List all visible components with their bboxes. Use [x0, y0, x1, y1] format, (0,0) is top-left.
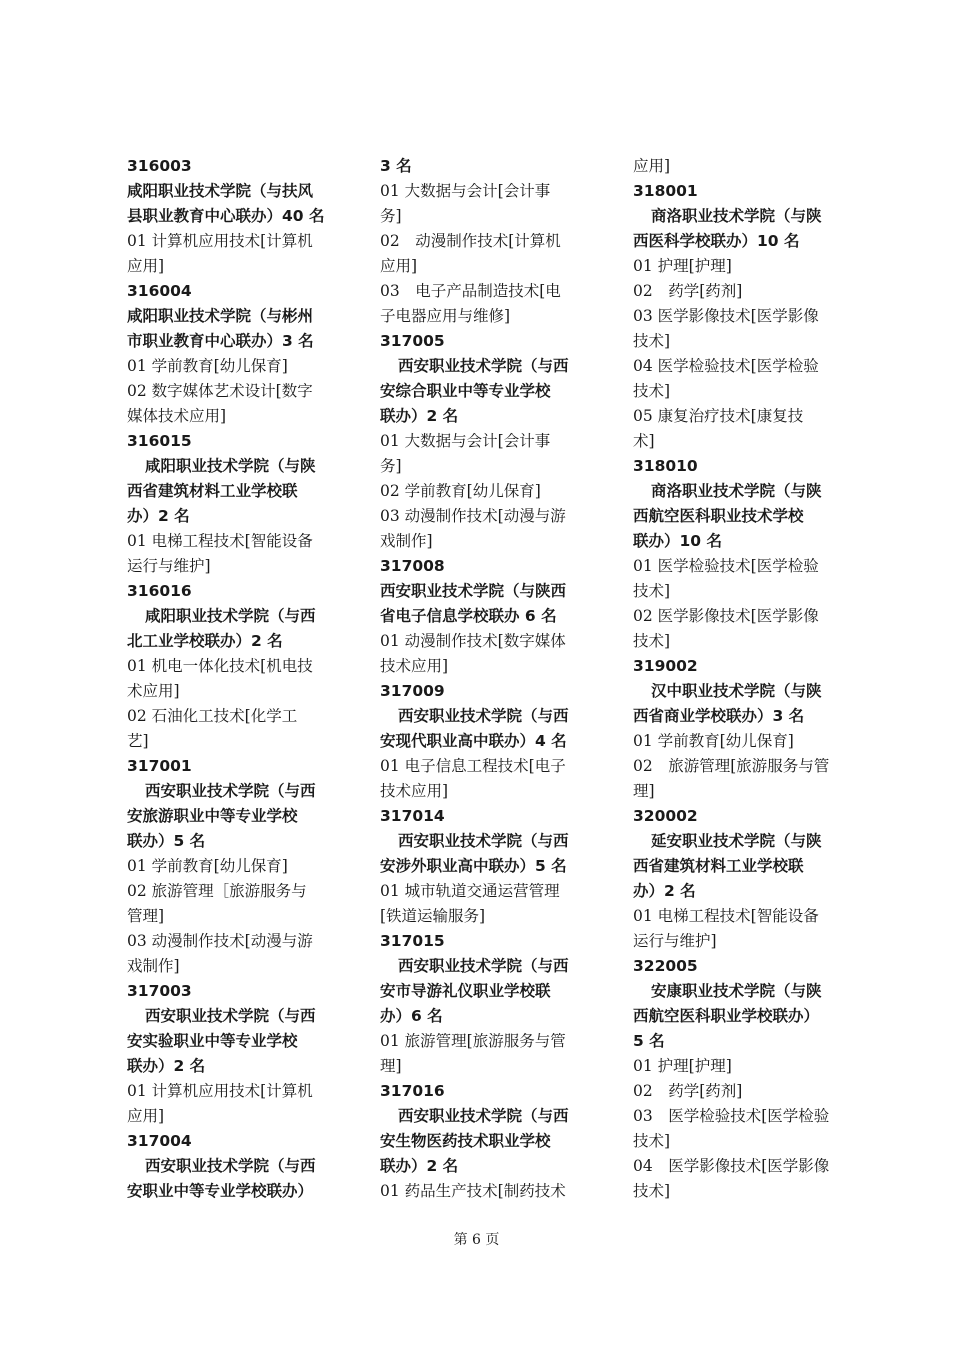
program-code: 319002: [633, 657, 698, 675]
school-name-line: 县职业教育中心联办）40 名: [127, 207, 325, 225]
school-name-line: 西航空医科职业技术学校: [633, 507, 804, 525]
major-line: 01 学前教育[幼儿保育]: [127, 857, 288, 875]
major-line: 应用]: [633, 157, 671, 175]
major-line: 02 医学影像技术[医学影像: [633, 607, 819, 625]
program-code: 317014: [380, 807, 445, 825]
major-line: 技术]: [633, 332, 671, 350]
school-name-line: 西安职业技术学院（与西: [398, 1107, 569, 1125]
major-line: 01 城市轨道交通运营管理: [380, 882, 560, 900]
page-label-suffix: 页: [485, 1232, 500, 1248]
school-name-line: 安生物医药技术职业学校: [380, 1132, 551, 1150]
major-line: 01 医学检验技术[医学检验: [633, 557, 819, 575]
major-line: 技术]: [633, 582, 671, 600]
school-name-line: 安涉外职业高中联办）5 名: [380, 857, 567, 875]
major-line: 运行与维护]: [127, 557, 211, 575]
major-line: 03 医学检验技术[医学检验: [633, 1107, 830, 1125]
major-line: 03 医学影像技术[医学影像: [633, 307, 819, 325]
school-name-line: 安康职业技术学院（与陕: [651, 982, 822, 1000]
program-code: 316015: [127, 432, 192, 450]
major-line: 02 石油化工技术[化学工: [127, 707, 298, 725]
program-code: 317009: [380, 682, 445, 700]
major-line: 艺]: [127, 732, 149, 750]
major-line: 应用]: [127, 1107, 165, 1125]
column-3: [633, 154, 845, 1204]
major-line: 01 大数据与会计[会计事: [380, 182, 551, 200]
school-name-line: 西省建筑材料工业学校联: [127, 482, 298, 500]
major-line: 术]: [633, 432, 655, 450]
major-line: 01 大数据与会计[会计事: [380, 432, 551, 450]
program-code: 317001: [127, 757, 192, 775]
program-code: 316016: [127, 582, 192, 600]
major-line: 技术]: [633, 1182, 671, 1200]
major-line: 01 计算机应用技术[计算机: [127, 1082, 313, 1100]
page-number: 6: [472, 1232, 481, 1248]
school-name-line: 安市导游礼仪职业学校联: [380, 982, 551, 1000]
school-name-line: 商洛职业技术学院（与陕: [651, 207, 822, 225]
major-line: 03 电子产品制造技术[电: [380, 282, 561, 300]
school-name-line: 市职业教育中心联办）3 名: [127, 332, 314, 350]
program-code: 317016: [380, 1082, 445, 1100]
column-1: [127, 154, 339, 1204]
school-name-line: 办）2 名: [633, 882, 696, 900]
major-line: 技术应用]: [380, 657, 449, 675]
major-line: 应用]: [127, 257, 165, 275]
school-name-line: 西省建筑材料工业学校联: [633, 857, 804, 875]
school-name-line: 西安职业技术学院（与西: [398, 707, 569, 725]
major-line: 01 学前教育[幼儿保育]: [127, 357, 288, 375]
school-name-line: 办）2 名: [127, 507, 190, 525]
major-line: 02 动漫制作技术[计算机: [380, 232, 561, 250]
major-line: 02 旅游管理［旅游服务与: [127, 882, 307, 900]
school-name-line: 延安职业技术学院（与陕: [651, 832, 822, 850]
major-line: 子电器应用与维修]: [380, 307, 511, 325]
school-name-line: 安旅游职业中等专业学校: [127, 807, 298, 825]
major-line: 理]: [380, 1057, 402, 1075]
major-line: 01 学前教育[幼儿保育]: [633, 732, 794, 750]
major-line: 术应用]: [127, 682, 180, 700]
major-line: 02 数字媒体艺术设计[数字: [127, 382, 313, 400]
school-name-line: 联办）2 名: [380, 1157, 459, 1175]
major-line: [铁道运输服务]: [380, 907, 486, 925]
school-name-line: 安现代职业高中联办）4 名: [380, 732, 567, 750]
major-line: 戏制作]: [127, 957, 180, 975]
major-line: 运行与维护]: [633, 932, 717, 950]
major-line: 媒体技术应用]: [127, 407, 227, 425]
school-name-line: 北工业学校联办）2 名: [127, 632, 283, 650]
major-line: 01 护理[护理]: [633, 257, 732, 275]
school-name-line: 联办）2 名: [380, 407, 459, 425]
major-line: 01 电子信息工程技术[电子: [380, 757, 566, 775]
school-name-line: 5 名: [633, 1032, 665, 1050]
major-line: 理]: [633, 782, 655, 800]
major-line: 02 药学[药剂]: [633, 1082, 743, 1100]
school-name-line: 联办）5 名: [127, 832, 206, 850]
major-line: 管理]: [127, 907, 165, 925]
major-line: 02 学前教育[幼儿保育]: [380, 482, 541, 500]
program-code: 317005: [380, 332, 445, 350]
program-code: 316003: [127, 157, 192, 175]
school-name-line: 西安职业技术学院（与西: [145, 1157, 316, 1175]
major-line: 02 药学[药剂]: [633, 282, 743, 300]
major-line: 01 药品生产技术[制药技术: [380, 1182, 566, 1200]
school-name-line: 省电子信息学校联办 6 名: [380, 607, 557, 625]
school-name-line: 安综合职业中等专业学校: [380, 382, 551, 400]
school-name-line: 西安职业技术学院（与西: [145, 782, 316, 800]
page-footer: [0, 1230, 953, 1250]
program-code: 317015: [380, 932, 445, 950]
major-line: 01 电梯工程技术[智能设备: [633, 907, 819, 925]
school-name-line: 汉中职业技术学院（与陕: [651, 682, 822, 700]
school-name-line: 安职业中等专业学校联办）: [127, 1182, 314, 1200]
major-line: 技术]: [633, 1132, 671, 1150]
major-line: 02 旅游管理[旅游服务与管: [633, 757, 830, 775]
program-code: 322005: [633, 957, 698, 975]
major-line: 01 计算机应用技术[计算机: [127, 232, 313, 250]
major-line: 务]: [380, 207, 402, 225]
school-name-line: 西安职业技术学院（与西: [145, 1007, 316, 1025]
school-name-line: 安实验职业中等专业学校: [127, 1032, 298, 1050]
school-name-line: 咸阳职业技术学院（与彬州: [127, 307, 314, 325]
program-code: 317008: [380, 557, 445, 575]
school-name-line: 联办）2 名: [127, 1057, 206, 1075]
major-line: 技术]: [633, 382, 671, 400]
school-name-line: 西安职业技术学院（与西: [398, 832, 569, 850]
page-label-prefix: 第: [453, 1232, 468, 1248]
school-name-line: 西安职业技术学院（与西: [398, 957, 569, 975]
school-name-line: 西航空医科职业学校联办）: [633, 1007, 820, 1025]
major-line: 01 动漫制作技术[数字媒体: [380, 632, 566, 650]
program-code: 316004: [127, 282, 192, 300]
school-name-line: 西省商业学校联办）3 名: [633, 707, 805, 725]
major-line: 04 医学检验技术[医学检验: [633, 357, 819, 375]
major-line: 01 机电一体化技术[机电技: [127, 657, 313, 675]
school-name-line: 商洛职业技术学院（与陕: [651, 482, 822, 500]
program-code: 317004: [127, 1132, 192, 1150]
major-line: 技术应用]: [380, 782, 449, 800]
school-name-line: 联办）10 名: [633, 532, 722, 550]
column-2: [380, 154, 592, 1204]
school-name-line: 西安职业技术学院（与西: [398, 357, 569, 375]
school-name-line: 西医科学校联办）10 名: [633, 232, 800, 250]
major-line: 03 动漫制作技术[动漫与游: [127, 932, 313, 950]
major-line: 务]: [380, 457, 402, 475]
major-line: 01 电梯工程技术[智能设备: [127, 532, 313, 550]
program-code: 317003: [127, 982, 192, 1000]
program-code: 318010: [633, 457, 698, 475]
school-name-line: 咸阳职业技术学院（与西: [145, 607, 316, 625]
school-name-line: 咸阳职业技术学院（与扶风: [127, 182, 314, 200]
major-line: 04 医学影像技术[医学影像: [633, 1157, 830, 1175]
school-name-line: 咸阳职业技术学院（与陕: [145, 457, 316, 475]
major-line: 05 康复治疗技术[康复技: [633, 407, 804, 425]
major-line: 应用]: [380, 257, 418, 275]
major-line: 技术]: [633, 632, 671, 650]
major-line: 01 护理[护理]: [633, 1057, 732, 1075]
major-line: 03 动漫制作技术[动漫与游: [380, 507, 566, 525]
school-name-line: 3 名: [380, 157, 412, 175]
program-code: 318001: [633, 182, 698, 200]
school-name-line: 西安职业技术学院（与陕西: [380, 582, 567, 600]
major-line: 戏制作]: [380, 532, 433, 550]
major-line: 01 旅游管理[旅游服务与管: [380, 1032, 566, 1050]
school-name-line: 办）6 名: [380, 1007, 443, 1025]
program-code: 320002: [633, 807, 698, 825]
